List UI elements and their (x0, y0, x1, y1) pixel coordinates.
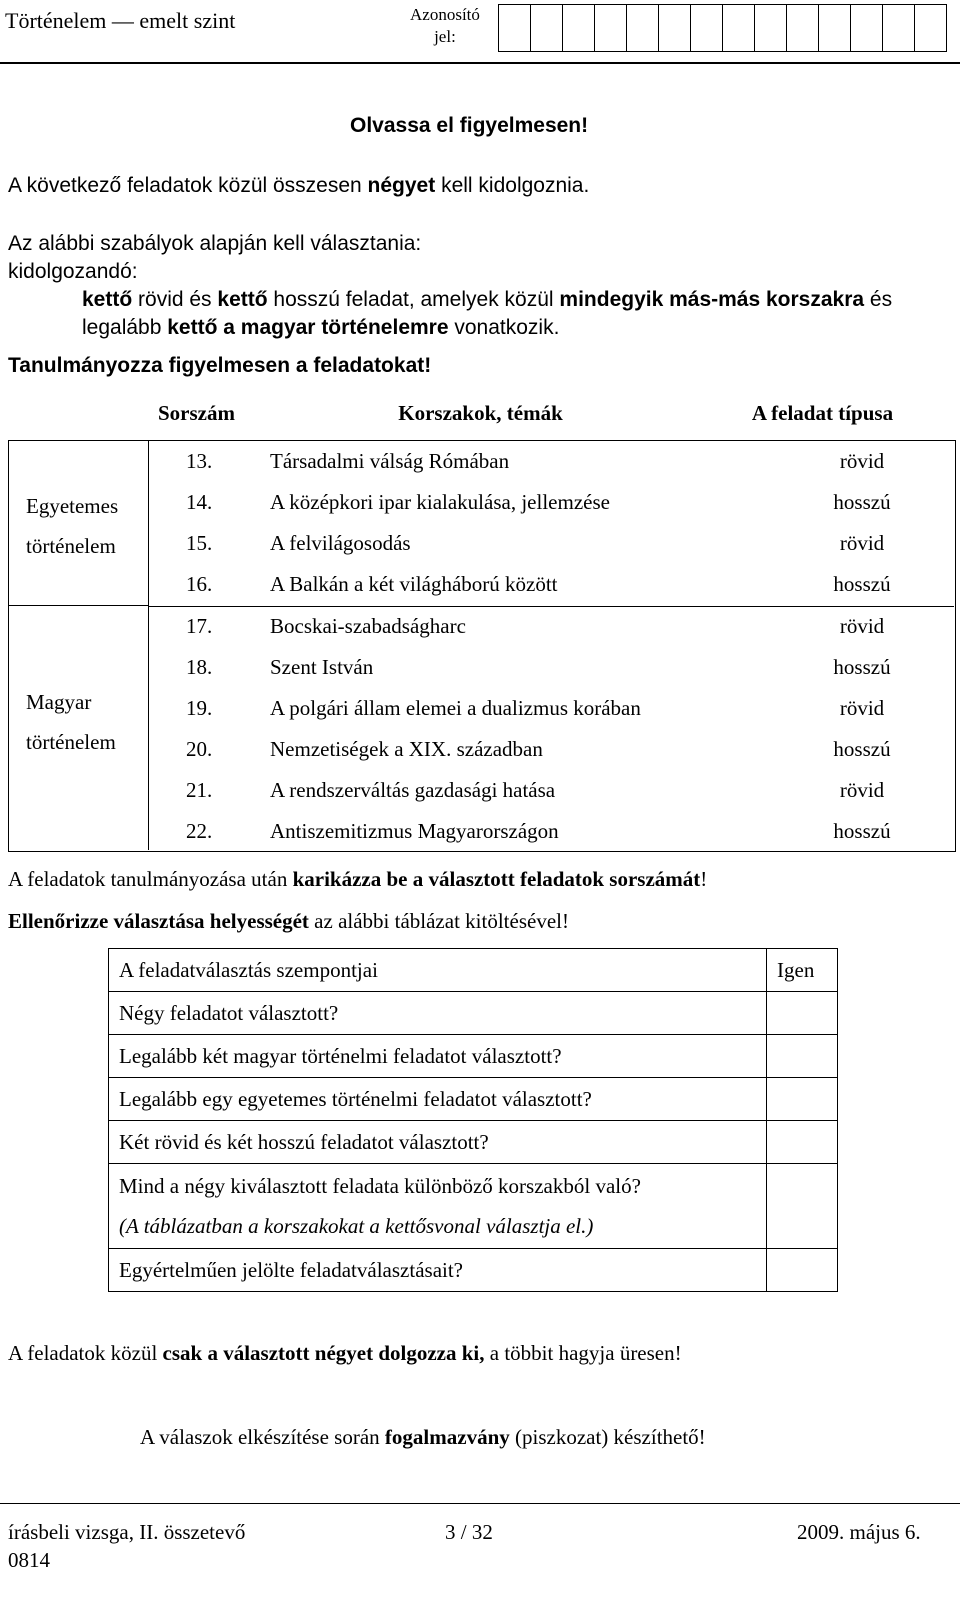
topic-type: hosszú (833, 655, 891, 679)
intro-line3: kidolgozandó: (8, 260, 138, 283)
topic-row (148, 441, 954, 482)
check-row: Mind a négy kiválasztott feladata különböző korszakból való? (A táblázatban a korszakokat a kettősvonal választja el.) (109, 1164, 838, 1249)
check-cell[interactable] (767, 1121, 838, 1164)
footer-exam: írásbeli vizsga, II. összetevő (8, 1520, 246, 1544)
check-cell[interactable] (767, 1249, 838, 1292)
footer-rule (0, 1503, 960, 1504)
topic-number[interactable]: 17. (186, 614, 213, 638)
header-rule (0, 62, 960, 64)
col-topic-header: Korszakok, témák (398, 400, 563, 425)
intro-line1: A következő feladatok közül összesen négyet kell kidolgoznia. (8, 174, 590, 197)
topic-type: rövid (839, 449, 885, 473)
topic-row (148, 564, 954, 605)
topic-number[interactable]: 16. (186, 572, 213, 596)
topic-row (148, 482, 954, 523)
check-cell[interactable] (767, 1035, 838, 1078)
check-row: Legalább két magyar történelmi feladatot választott? (109, 1035, 838, 1078)
topic-type: hosszú (833, 490, 891, 514)
topic-title: Társadalmi válság Rómában (270, 449, 510, 473)
topic-row (148, 688, 954, 729)
topic-number[interactable]: 19. (186, 696, 213, 720)
check-row: Két rövid és két hosszú feladatot választott? (109, 1121, 838, 1164)
col-num-header: Sorszám (158, 400, 235, 425)
check-row: Legalább egy egyetemes történelmi feladatot választott? (109, 1078, 838, 1121)
check-row: Négy feladatot választott? (109, 992, 838, 1035)
topic-type: rövid (839, 531, 885, 555)
topic-title: Bocskai-szabadságharc (270, 614, 466, 638)
topic-number[interactable]: 21. (186, 778, 213, 802)
topic-row (148, 770, 954, 811)
closing-line2: A válaszok elkészítése során fogalmazvány (piszkozat) készíthető! (140, 1425, 706, 1449)
check-head: A feladatválasztás szempontjai (109, 949, 767, 992)
check-cell[interactable] (767, 992, 838, 1035)
check-table (108, 948, 838, 1292)
topic-title: A felvilágosodás (270, 531, 411, 555)
topic-row (148, 606, 954, 647)
id-boxes[interactable] (498, 4, 946, 52)
study-instruction: Tanulmányozza figyelmesen a feladatokat! (8, 354, 432, 377)
header-title: Történelem — emelt szint (5, 8, 236, 33)
intro-rule2: legalább kettő a magyar történelemre vonatkozik. (82, 316, 560, 339)
topic-type: rövid (839, 696, 885, 720)
topic-type: hosszú (833, 572, 891, 596)
topics-table (8, 386, 954, 440)
intro-line2: Az alábbi szabályok alapján kell választania: (8, 232, 422, 255)
id-label: Azonosító jel: (410, 5, 480, 46)
intro-rule1: kettő rövid és kettő hosszú feladat, amelyek közül mindegyik más-más korszakra és (82, 288, 893, 311)
intro-heading: Olvassa el figyelmesen! (350, 114, 589, 137)
topic-number[interactable]: 14. (186, 490, 213, 514)
topic-title: A polgári állam elemei a dualizmus korában (270, 696, 641, 720)
check-row: Egyértelműen jelölte feladatválasztásait? (109, 1249, 838, 1292)
after-line2: Ellenőrizze választása helyességét az alábbi táblázat kitöltésével! (8, 909, 569, 933)
topic-row (148, 729, 954, 770)
topic-title: A rendszerváltás gazdasági hatása (270, 778, 556, 802)
topic-row (148, 811, 954, 852)
footer-page: 3 / 32 (445, 1520, 493, 1544)
after-line1: A feladatok tanulmányozása után karikázza be a választott feladatok sorszámát! (8, 867, 708, 891)
closing-line1: A feladatok közül csak a választott négyet dolgozza ki, a többit hagyja üresen! (8, 1341, 682, 1365)
check-cell[interactable] (767, 1164, 838, 1249)
topic-number[interactable]: 13. (186, 449, 213, 473)
topic-row (148, 523, 954, 564)
topic-type: hosszú (833, 819, 891, 843)
footer-code: 0814 (8, 1548, 50, 1572)
group-separator (8, 605, 148, 606)
topic-title: Szent István (270, 655, 374, 679)
topic-row (148, 647, 954, 688)
topic-rows (148, 441, 954, 852)
topics-header-row (8, 386, 954, 440)
topic-type: hosszú (833, 737, 891, 761)
check-header-row (109, 949, 838, 992)
topic-title: A Balkán a két világháború között (270, 572, 558, 596)
col-type-header: A feladat típusa (751, 400, 894, 425)
topic-number[interactable]: 18. (186, 655, 213, 679)
topic-type: rövid (839, 614, 885, 638)
topic-number[interactable]: 20. (186, 737, 213, 761)
group-hungarian: Magyar történelem (26, 690, 116, 754)
topic-title: A középkori ipar kialakulása, jellemzése (270, 490, 610, 514)
topic-type: rövid (839, 778, 885, 802)
group-universal: Egyetemes történelem (26, 494, 119, 558)
topic-title: Antiszemitizmus Magyarországon (270, 819, 559, 843)
topic-number[interactable]: 15. (186, 531, 213, 555)
check-yes-head: Igen (767, 949, 838, 992)
check-cell[interactable] (767, 1078, 838, 1121)
footer-date: 2009. május 6. (797, 1520, 921, 1544)
topic-number[interactable]: 22. (186, 819, 213, 843)
topic-title: Nemzetiségek a XIX. században (270, 737, 543, 761)
